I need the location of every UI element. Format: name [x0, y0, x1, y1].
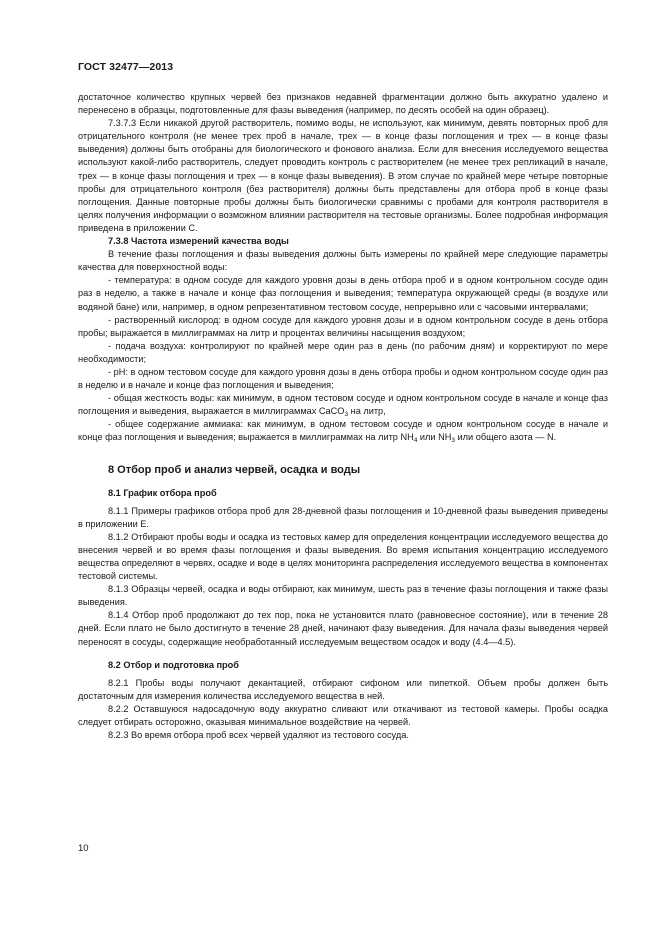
paragraph-8-1-2: 8.1.2 Отбирают пробы воды и осадка из тестовых камер для определения концентрации исследуемого вещества до внесения червей и во время фазы поглощения и фазы выведения. Во время испытания концентрацию исследуемого вещества определяют в червях, осадке и воде в целях мониторинга распределения исследуемого вещества в компонентах тестовой системы.: [78, 531, 608, 582]
page-number: 10: [78, 843, 89, 854]
list-item-ph: - pH: в одном тестовом сосуде для каждого уровня дозы в день отбора пробы и одном контрольном сосуде один раз в неделю и в начале и конце фаз поглощения и выведения;: [78, 366, 608, 391]
paragraph-8-1-3: 8.1.3 Образцы червей, осадка и воды отбирают, как минимум, шесть раз в течение фазы поглощения и также фазы выведения.: [78, 584, 608, 608]
list-item-temperature: - температура: в одном сосуде для каждого уровня дозы в день отбора проб и в одном контрольном сосуде один раз в неделю, а также в начале и конце фаз поглощения и выведения; температура окружающей среды (в воздухе или водяной бане) или, например, в одном репрезентативном тестовом сосуде, непрерывно или с часовыми интервалами;: [78, 275, 608, 312]
ammonia-text: - общее содержание аммиака: как минимум, в одном тестовом сосуде и одном контрольном сосуде в начале и конце фаз поглощения и выведения; выражается в миллиграммах на литр NH: [78, 419, 608, 443]
paragraph-7-3-7-3: 7.3.7.3 Если никакой другой растворитель, помимо воды, не используют, как минимум, девять повторных проб для отрицательного контроля (не менее трех проб в начале, трех — в конце фазы поглощения и трех — в конце фазы выведения) должны быть отобраны для биологического и фонового анализа. Если для внесения исследуемого вещества используют какой-либо растворитель, следует проводить контроль с растворителем (не менее трех репликаций в начале, трех — в конце фазы поглощения и трех — в конце фазы выведения). В этом случае по крайней мере четыре повторные пробы для отрицательного контроля (без растворителя) должны быть представлены для отбора проб в конце фазы поглощения. Данные повторные пробы должны быть биологически сравнимы с пробами для контроля растворителя в целях получения информации о возможном влиянии растворителя на тестовые организмы. Более подробная информация приведена в приложении С.: [78, 118, 608, 233]
ammonia-text-mid: или NH: [417, 432, 452, 443]
ammonia-subscript-1: 4: [413, 437, 418, 445]
paragraph-8-1-4: 8.1.4 Отбор проб продолжают до тех пор, пока не установится плато (равновесное состояние), или в течение 28 дней. Если плато не было достигнуто в течение 28 дней, начинают фазу выведения. Для начала фазы выведения червей переносят в сосуды, содержащие необработанный исследуемым веществом осадок и воду (4.4—4.5).: [78, 610, 608, 647]
section-heading-8: 8 Отбор проб и анализ червей, осадка и воды: [108, 463, 361, 476]
paragraph-8-1-1: 8.1.1 Примеры графиков отбора проб для 28-дневной фазы поглощения и 10-дневной фазы выведения приведены в приложении Е.: [78, 505, 608, 529]
ammonia-subscript-2: 3: [451, 437, 455, 445]
document-body: [78, 91, 608, 742]
paragraph-intro: достаточное количество крупных червей без признаков недавней фрагментации должно быть аккуратно удалено и перенесено в образцы, подготовленные для фазы выведения (например, по десять особей на один образец).: [78, 92, 608, 116]
heading-7-3-8: 7.3.8 Частота измерений качества воды: [108, 236, 289, 247]
list-item-air-supply: - подача воздуха: контролируют по крайней мере один раз в день (по рабочим дням) и корректируют по мере необходимости;: [78, 340, 608, 364]
hardness-subscript: 3: [344, 411, 349, 419]
hardness-text: - общая жесткость воды: как минимум, в одном тестовом сосуде и одном контрольном сосуде в начале и конце фаз поглощения и выведения, выражается в миллиграммах CaCO: [78, 393, 608, 417]
ammonia-text-end: или общего азота — N.: [455, 432, 557, 443]
document-header: ГОСТ 32477—2013: [78, 61, 174, 73]
hardness-text-end: на литр,: [348, 406, 386, 417]
list-item-ammonia: [78, 418, 608, 444]
heading-8-1: 8.1 График отбора проб: [108, 487, 217, 498]
paragraph-8-2-1: 8.2.1 Пробы воды получают декантацией, отбирают сифоном или пипеткой. Объем пробы должен быть достаточным для измерения количества исследуемого вещества в ней.: [78, 677, 608, 701]
heading-8-2: 8.2 Отбор и подготовка проб: [108, 659, 239, 670]
list-item-oxygen: - растворенный кислород: в одном сосуде для каждого уровня дозы и в одном контрольном сосуде в день отбора пробы; выражается в миллиграммах на литр и процентах величины насыщения воздухом;: [78, 314, 608, 338]
paragraph-8-2-2: 8.2.2 Оставшуюся надосадочную воду аккуратно сливают или откачивают из тестовой камеры. Пробы осадка следует отбирать осторожно, оказывая минимальное воздействие на червей.: [78, 703, 608, 728]
list-item-hardness: [78, 392, 608, 418]
paragraph-7-3-8: В течение фазы поглощения и фазы выведения должны быть измерены по крайней мере следующие параметры качества для поверхностной воды:: [78, 249, 608, 273]
paragraph-8-2-3: 8.2.3 Во время отбора проб всех червей удаляют из тестового сосуда.: [108, 730, 409, 741]
